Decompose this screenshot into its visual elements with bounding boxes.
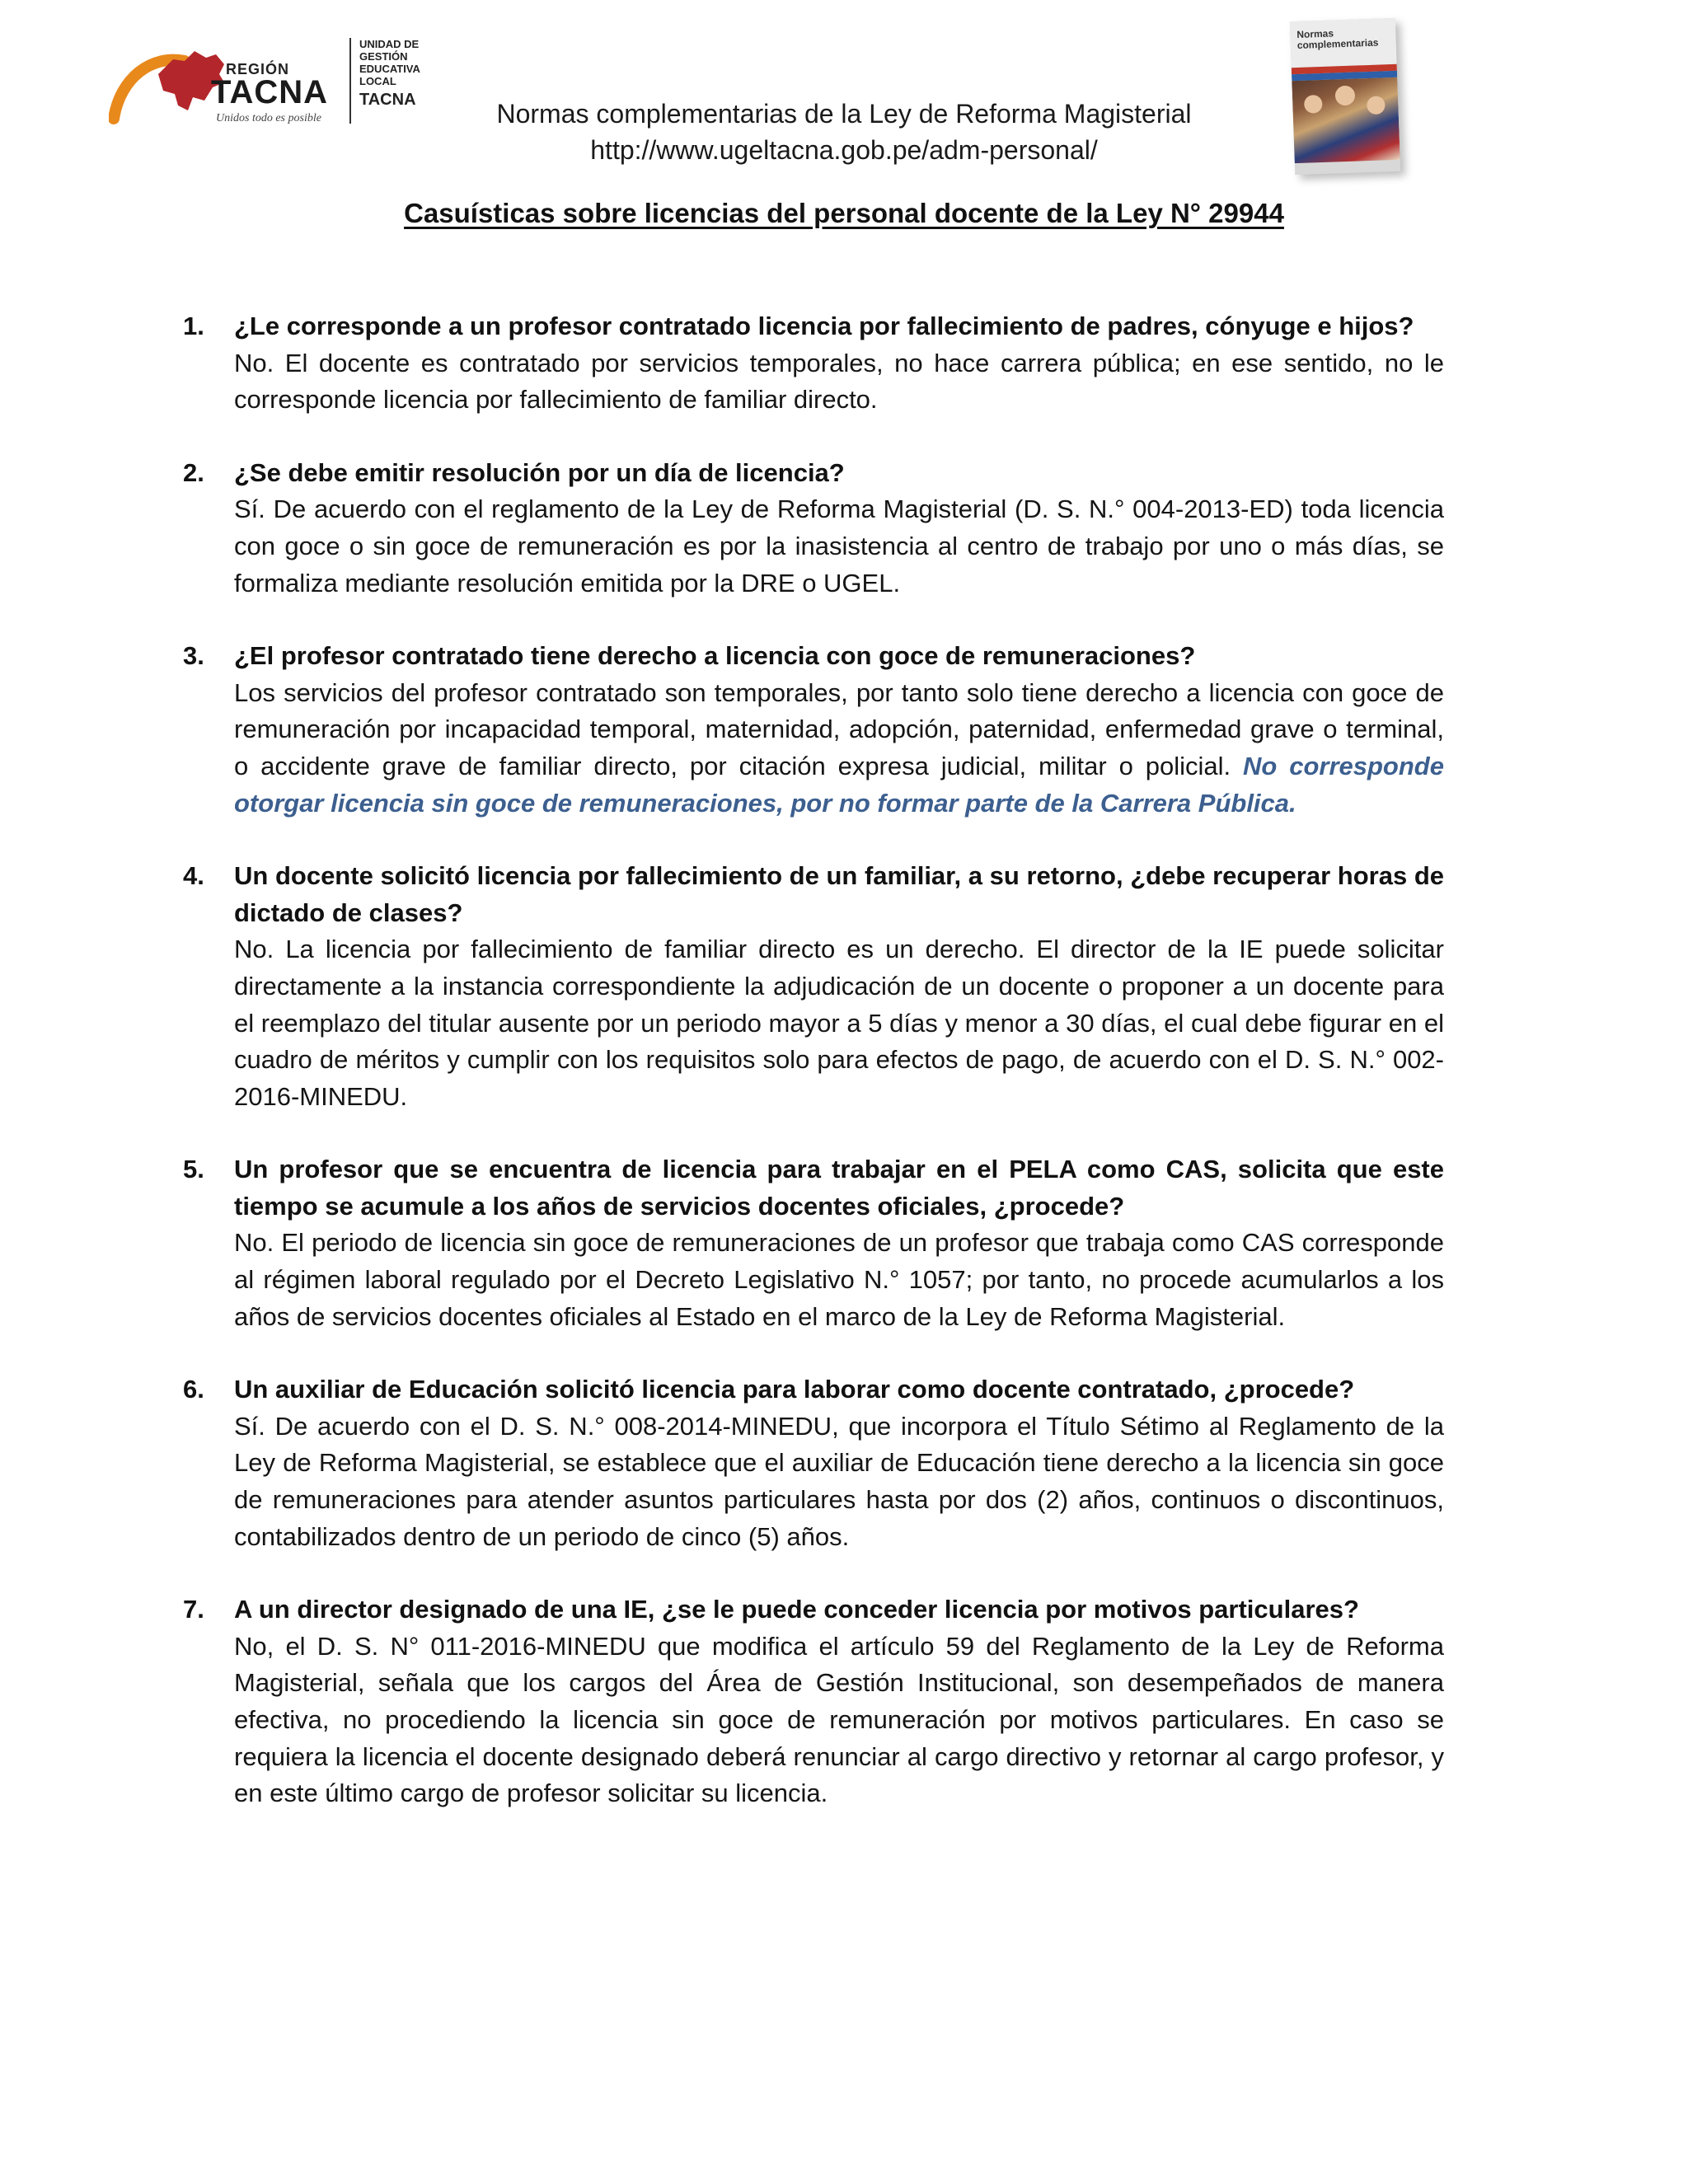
- qa-question: A un director designado de una IE, ¿se le puede conceder licencia por motivos particulares?: [234, 1595, 1359, 1624]
- document-title: Casuísticas sobre licencias del personal docente de la Ley N° 29944: [404, 198, 1284, 228]
- qa-item-3: [183, 638, 1444, 822]
- book-cover-title: Normas complementarias: [1296, 27, 1379, 51]
- qa-answer-text: No. La licencia por fallecimiento de familiar directo es un derecho. El director de la IE puede solicitar directamente a la instancia correspondiente la adjudicación de un docente o proponer a un docente para el reemplazo del titular ausente por un periodo mayor a 5 días y menor a 30 días, el cual debe figurar en el cuadro de méritos y cumplir con los requisitos solo para efectos de pago, de acuerdo con el D. S. N.° 002-2016-MINEDU.: [234, 935, 1444, 1111]
- qa-number: 4.: [183, 861, 204, 891]
- qa-answer: [234, 1225, 1444, 1335]
- qa-question: ¿Le corresponde a un profesor contratado licencia por fallecimiento de padres, cónyuge e hijos?: [234, 312, 1414, 340]
- ugel-name: TACNA: [359, 91, 416, 109]
- child-face: [1304, 95, 1323, 114]
- qa-answer: [234, 345, 1444, 419]
- qa-item-4: [183, 858, 1444, 1115]
- qa-question: ¿Se debe emitir resolución por un día de licencia?: [234, 457, 845, 487]
- book-photo: [1292, 77, 1400, 163]
- ugel-line: GESTIÓN: [359, 50, 408, 63]
- qa-item-7: [183, 1591, 1444, 1812]
- qa-answer-text: No, el D. S. N° 011-2016-MINEDU que modifica el artículo 59 del Reglamento de la Ley de Reforma Magisterial, señala que los cargos del Área de Gestión Institucional, son desempeñados de manera efectiva, no procediendo la licencia sin goce de remuneración por motivos particulares. En caso se requiera la licencia el docente designado deberá renunciar al cargo directivo y retornar al cargo profesor, y en este último cargo de profesor solicitar su licencia.: [234, 1631, 1444, 1808]
- qa-item-5: [183, 1151, 1444, 1335]
- child-face: [1335, 86, 1356, 106]
- logo-region-word: REGIÓN: [226, 61, 290, 77]
- qa-answer: [234, 1408, 1444, 1555]
- qa-number: 2.: [183, 457, 204, 487]
- qa-answer: [234, 1629, 1444, 1812]
- qa-answer-text: No. El docente es contratado por servicios temporales, no hace carrera pública; en ese sentido, no le corresponde licencia por fallecimiento de familiar directo.: [234, 348, 1444, 415]
- qa-number: 7.: [183, 1595, 204, 1624]
- qa-answer: [234, 675, 1444, 822]
- ugel-line: EDUCATIVA: [359, 63, 420, 75]
- logo-tagline: Unidos todo es posible: [216, 112, 321, 124]
- qa-item-6: [183, 1371, 1444, 1555]
- qa-answer: [234, 491, 1444, 602]
- qa-question: Un docente solicitó licencia por fallecimiento de un familiar, a su retorno, ¿debe recuperar horas de dictado de clases?: [234, 861, 1444, 927]
- qa-list: [183, 308, 1444, 1849]
- qa-number: 6.: [183, 1375, 204, 1404]
- qa-answer-text: Los servicios del profesor contratado son temporales, por tanto solo tiene derecho a licencia con goce de remuneración por incapacidad temporal, maternidad, adopción, paternidad, enfermedad grave o terminal, o accidente grave de familiar directo, por citación expresa judicial, militar o policial.: [234, 677, 1444, 780]
- qa-answer-emphasis: No corresponde otorgar licencia sin goce de remuneraciones, por no formar parte de la Carrera Pública.: [234, 751, 1444, 818]
- book-cover-image: [1290, 18, 1400, 175]
- ugel-line: UNIDAD DE: [359, 38, 420, 50]
- header-title: Normas complementarias de la Ley de Reforma Magisterial: [496, 99, 1192, 129]
- qa-number: 3.: [183, 641, 204, 671]
- qa-answer: [234, 931, 1444, 1115]
- header-url[interactable]: http://www.ugeltacna.gob.pe/adm-personal/: [590, 135, 1098, 165]
- ugel-line: LOCAL: [359, 75, 396, 87]
- qa-number: 5.: [183, 1155, 204, 1184]
- qa-question: Un profesor que se encuentra de licencia para trabajar en el PELA como CAS, solicita que este tiempo se acumule a los años de servicios docentes oficiales, ¿procede?: [234, 1155, 1444, 1221]
- qa-question: Un auxiliar de Educación solicitó licencia para laborar como docente contratado, ¿procede?: [234, 1375, 1355, 1404]
- qa-answer-text: No. El periodo de licencia sin goce de remuneraciones de un profesor que trabaja como CAS corresponde al régimen laboral regulado por el Decreto Legislativo N.° 1057; por tanto, no procede acumularlos a los años de servicios docentes oficiales al Estado en el marco de la Ley de Reforma Magisterial.: [234, 1228, 1444, 1331]
- qa-answer-text: Sí. De acuerdo con el D. S. N.° 008-2014-MINEDU, que incorpora el Título Sétimo al Reglamento de la Ley de Reforma Magisterial, se establece que el auxiliar de Educación tiene derecho a la licencia sin goce de remuneraciones para atender asuntos particulares hasta por dos (2) años, continuos o discontinuos, contabilizados dentro de un periodo de cinco (5) años.: [234, 1411, 1444, 1551]
- qa-number: 1.: [183, 312, 204, 340]
- qa-item-2: [183, 455, 1444, 602]
- child-face: [1367, 96, 1386, 115]
- qa-item-1: [183, 308, 1444, 419]
- qa-question: ¿El profesor contratado tiene derecho a licencia con goce de remuneraciones?: [234, 641, 1196, 671]
- logo-tacna-word: TACNA: [211, 74, 329, 110]
- qa-answer-text: Sí. De acuerdo con el reglamento de la Ley de Reforma Magisterial (D. S. N.° 004-2013-ED) toda licencia con goce o sin goce de remuneración es por la inasistencia al centro de trabajo por uno o más días, se formaliza mediante resolución emitida por la DRE o UGEL.: [234, 494, 1444, 598]
